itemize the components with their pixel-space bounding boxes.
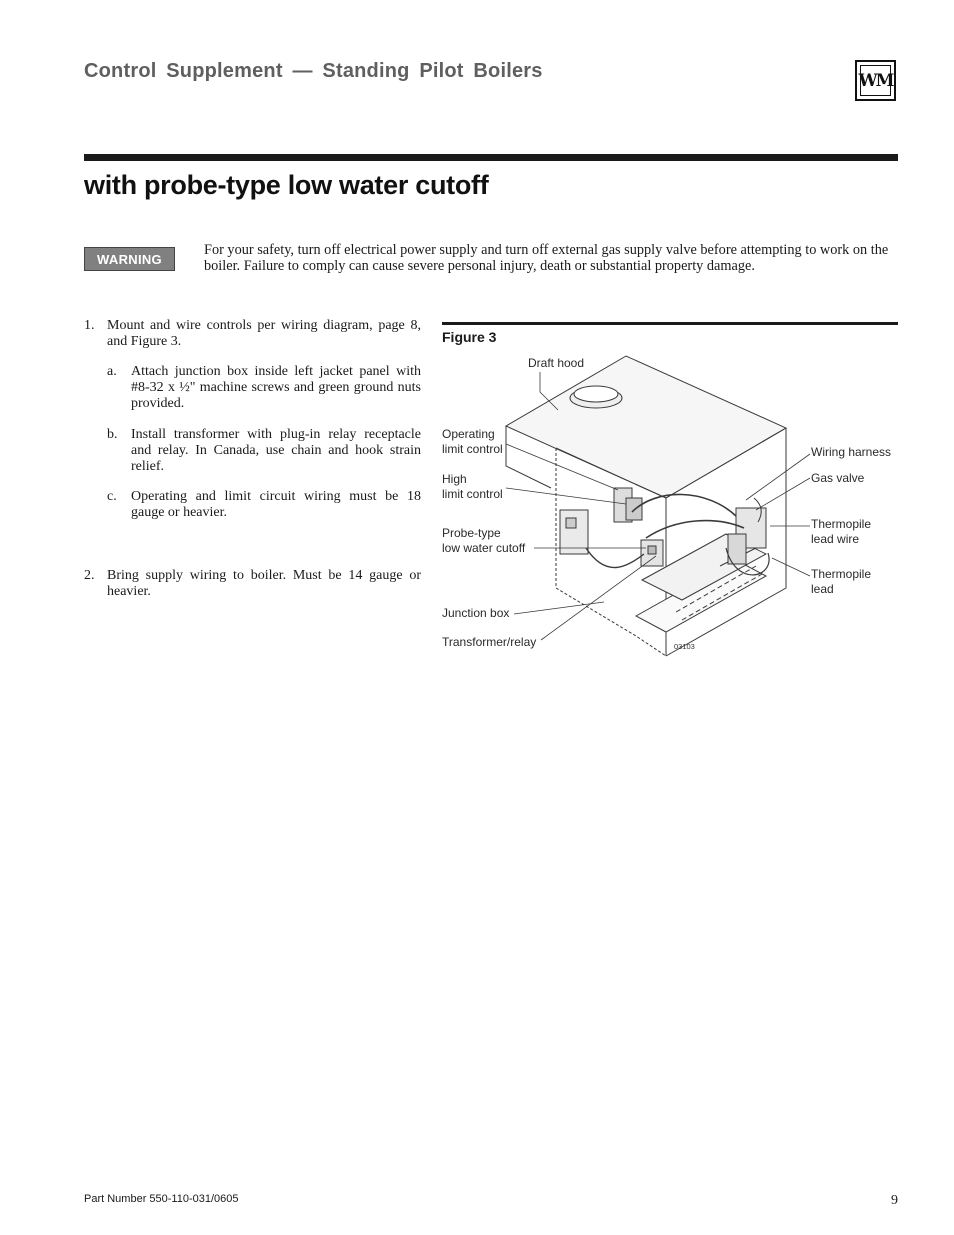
callout-thermopile-lead-line1: Thermopile: [811, 567, 872, 581]
page-header-title: Control Supplement — Standing Pilot Boilers: [84, 60, 543, 82]
figure-label: Figure 3: [442, 329, 497, 345]
section-title: with probe-type low water cutoff: [84, 170, 489, 200]
section-divider: [84, 154, 898, 161]
step-text: Bring supply wiring to boiler. Must be 14 gauge or heavier.: [107, 568, 421, 599]
step-text: Mount and wire controls per wiring diagram, page 8, and Figure 3.: [107, 318, 421, 349]
callout-probe-line1: Probe-type: [442, 526, 501, 540]
warning-badge: WARNING: [84, 247, 175, 271]
callout-high-limit-line1: High: [442, 472, 467, 486]
callout-operating-limit-line1: Operating: [442, 427, 495, 441]
warning-text: For your safety, turn off electrical power supply and turn off external gas supply valve before attempting to work on the boiler. Failure to comply can cause severe personal injury, death or substantial property damage.: [204, 242, 889, 274]
callout-probe-line2: low water cutoff: [442, 541, 526, 555]
substep-text: Install transformer with plug-in relay receptacle and relay. In Canada, use chain and hook strain relief.: [131, 427, 421, 474]
callout-transformer-relay: Transformer/relay: [442, 635, 537, 649]
callout-draft-hood: Draft hood: [528, 356, 585, 370]
page-number: 9: [891, 1193, 898, 1208]
step-number: 1.: [84, 318, 95, 333]
figure-rule: [442, 322, 898, 325]
callout-high-limit-line2: limit control: [442, 487, 503, 501]
step-number: 2.: [84, 568, 95, 583]
callout-gas-valve: Gas valve: [811, 471, 865, 485]
substep-text: Operating and limit circuit wiring must be 18 gauge or heavier.: [131, 489, 421, 520]
callout-wiring-harness: Wiring harness: [811, 445, 892, 459]
substep-letter: c.: [107, 489, 117, 504]
substep-text: Attach junction box inside left jacket panel with #8-32 x ½" machine screws and green ground nuts provided.: [131, 364, 421, 411]
callout-thermopile-wire-line2: lead wire: [811, 532, 860, 546]
callout-thermopile-lead-line2: lead: [811, 582, 834, 596]
boiler-wiring-figure: [436, 348, 906, 658]
callout-thermopile-wire-line1: Thermopile: [811, 517, 872, 531]
boiler-illustration: [506, 356, 786, 656]
callout-junction-box: Junction box: [442, 606, 510, 620]
part-number: Part Number 550-110-031/0605: [84, 1193, 239, 1205]
drawing-code: 03103: [674, 642, 695, 651]
substep-letter: b.: [107, 427, 118, 442]
callout-operating-limit-line2: limit control: [442, 442, 503, 456]
substep-letter: a.: [107, 364, 117, 379]
logo-mark: WM: [860, 65, 891, 96]
weil-mclain-logo: [855, 60, 896, 101]
